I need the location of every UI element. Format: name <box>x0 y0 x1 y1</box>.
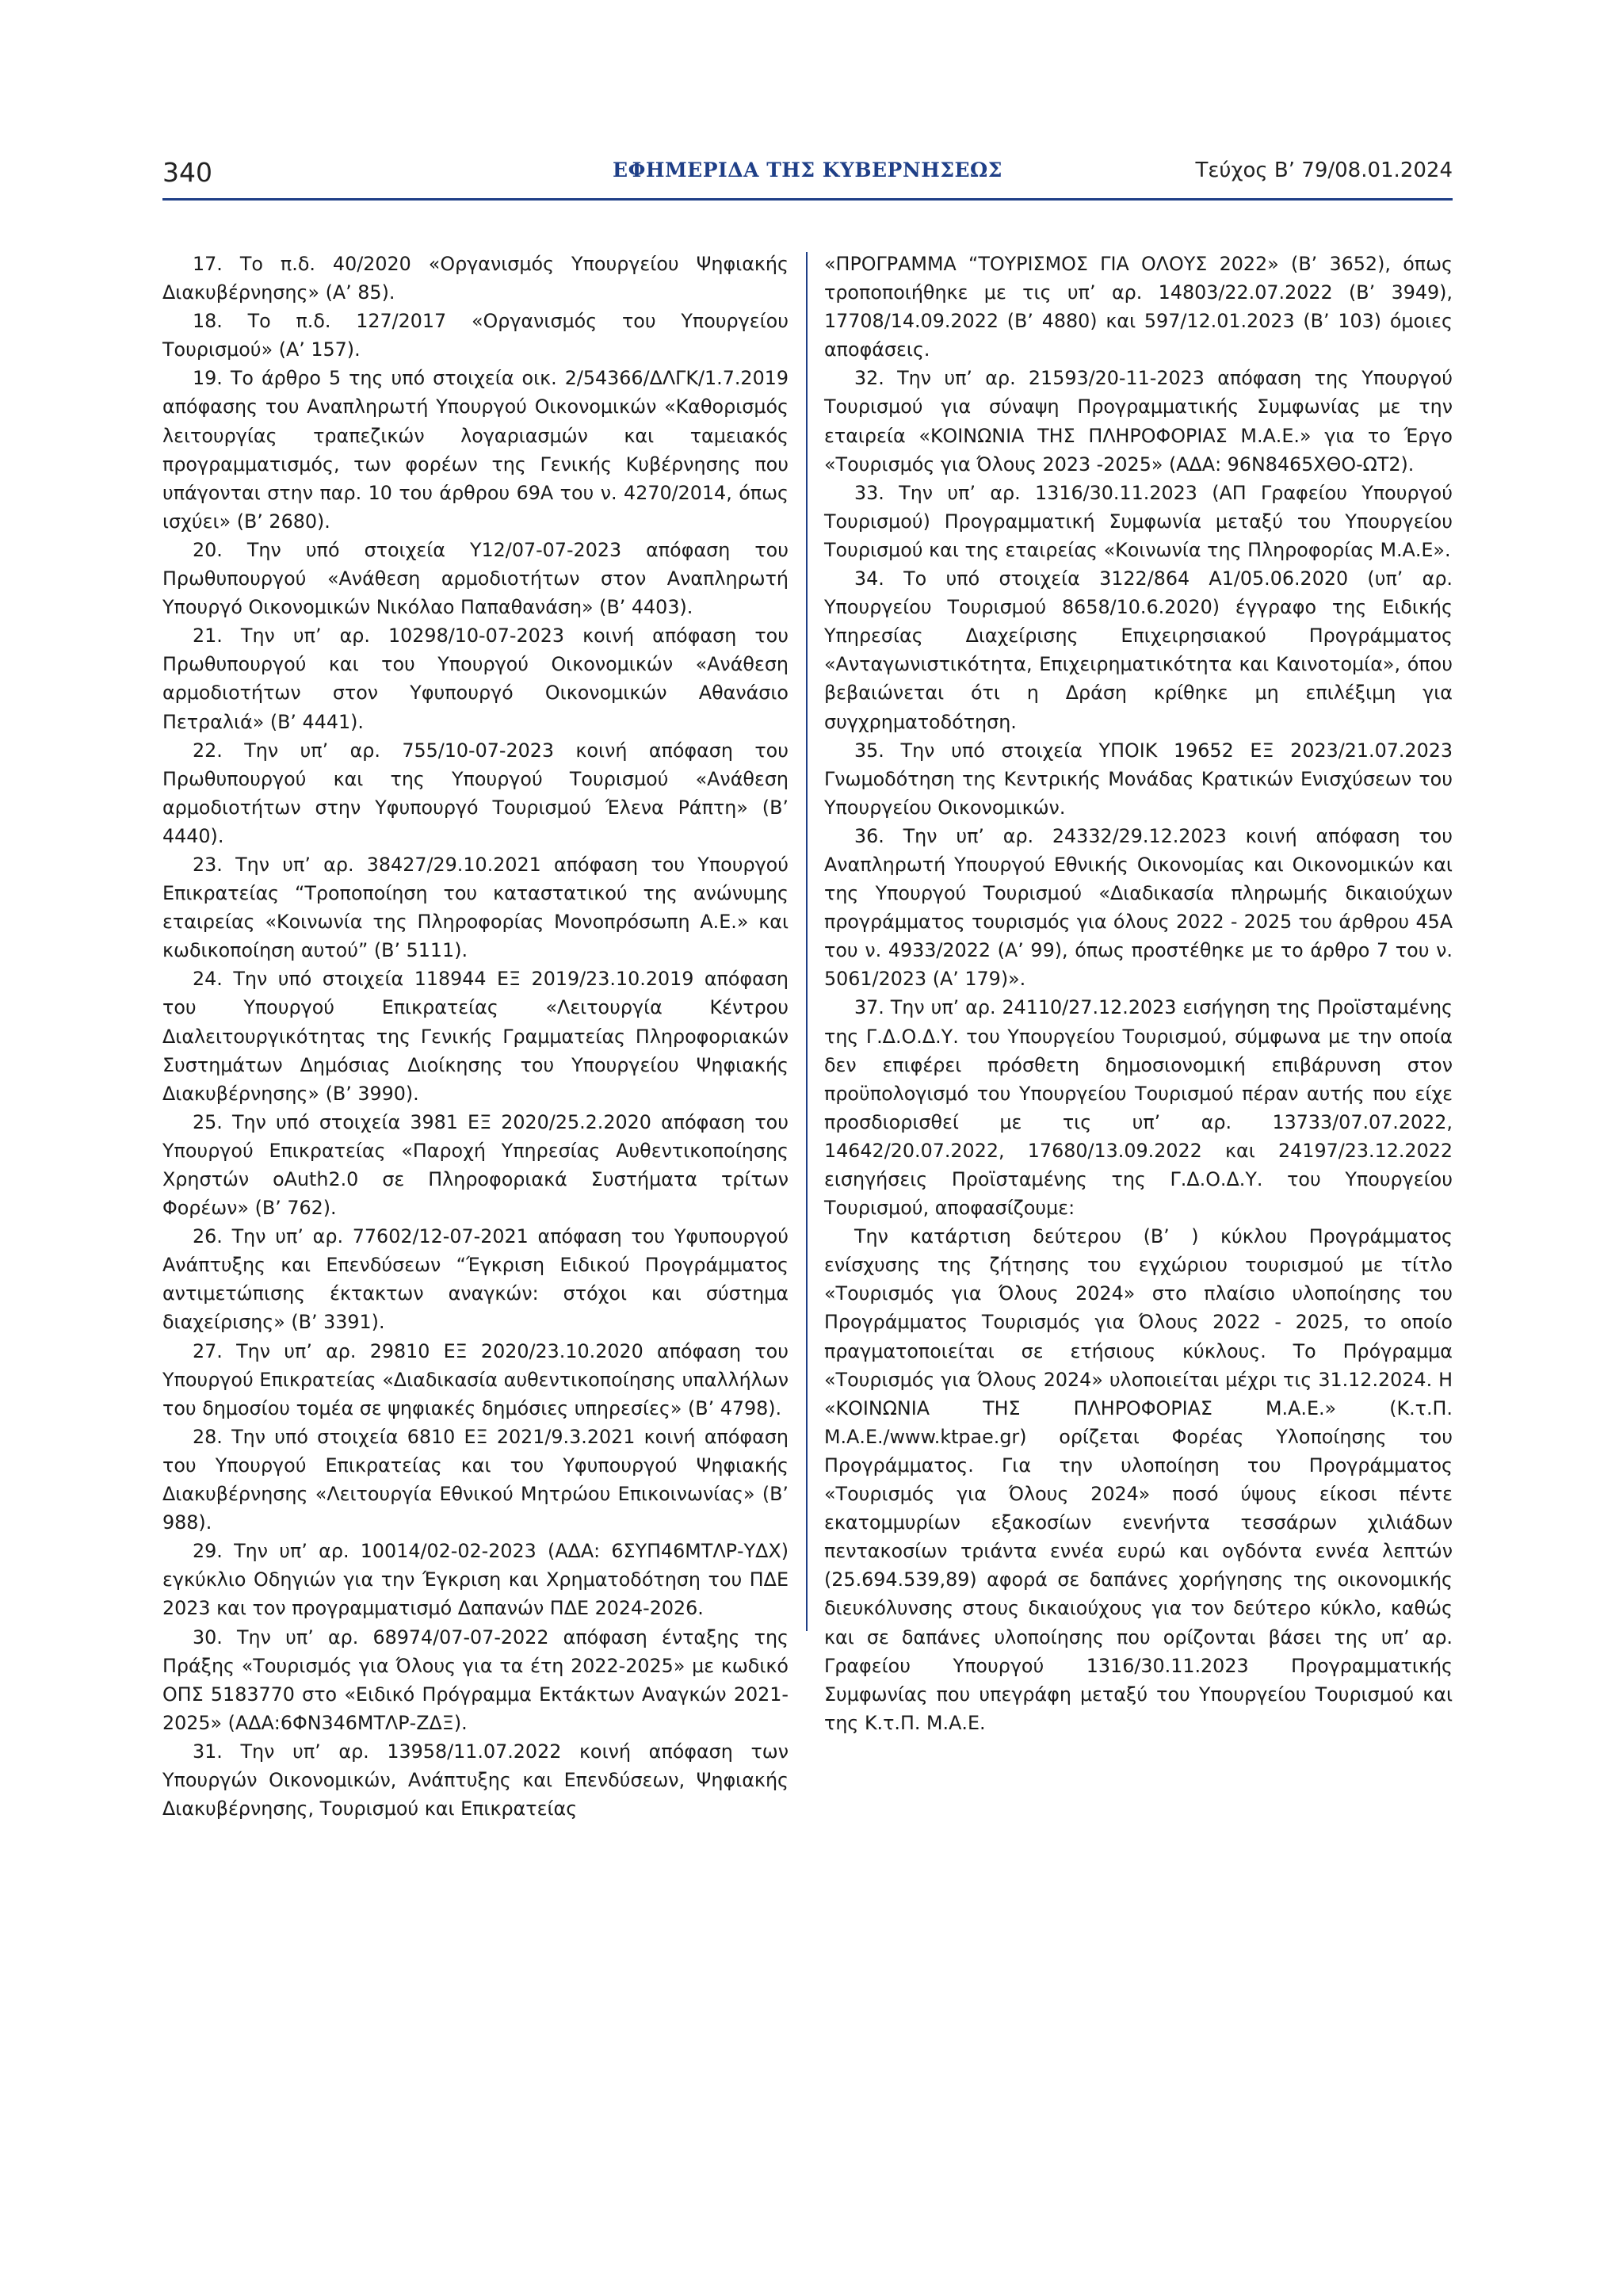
paragraph-17: 17. Το π.δ. 40/2020 «Οργανισμός Υπουργείου Ψηφιακής Διακυβέρνησης» (Α’ 85). <box>162 253 789 304</box>
paragraph-31-continued: «ΠΡΟΓΡΑΜΜΑ “ΤΟΥΡΙΣΜΟΣ ΓΙΑ ΟΛΟΥΣ 2022» (Β’ 3652), όπως τροποποιήθηκε με τις υπ’ αρ. 14803/22.07.2022 (Β’ 3949), 17708/14.09.2022 (Β’ 4880) και 597/12.01.2023 (Β’ 103) όμοιες αποφάσεις. <box>824 253 1453 361</box>
header-rule <box>162 198 1453 201</box>
paragraph-18: 18. Το π.δ. 127/2017 «Οργανισμός του Υπουργείου Τουρισμού» (Α’ 157). <box>162 310 789 361</box>
paragraph-37: 37. Την υπ’ αρ. 24110/27.12.2023 εισήγηση της Προϊσταμένης της Γ.Δ.Ο.Δ.Υ. του Υπουργείου Τουρισμού, σύμφωνα με την οποία δεν επιφέρει πρόσθετη δημοσιονομική επιβάρυνση στον προϋπολογισμό του Υπουργείου Τουρισμού πέραν αυτής που είχε προσδιορισθεί με τις υπ’ αρ. 13733/07.07.2022, 14642/20.07.2022, 17680/13.09.2022 και 24197/23.12.2022 εισηγήσεις Προϊσταμένης της Γ.Δ.Ο.Δ.Υ. του Υπουργείου Τουρισμού, αποφασίζουμε: <box>824 996 1453 1220</box>
page-number: 340 <box>162 157 212 188</box>
paragraph-26: 26. Την υπ’ αρ. 77602/12-07-2021 απόφαση του Υφυπουργού Ανάπτυξης και Επενδύσεων “Έγκριση Ειδικού Προγράμματος αντιμετώπισης έκτακτων αναγκών: στόχοι και σύστημα διαχείρισης» (Β’ 3391). <box>162 1225 789 1334</box>
paragraph-28: 28. Την υπό στοιχεία 6810 ΕΞ 2021/9.3.2021 κοινή απόφαση του Υπουργού Επικρατείας και του Υφυπουργού Ψηφιακής Διακυβέρνησης «Λειτουργία Εθνικού Μητρώου Επικοινωνίας» (Β’ 988). <box>162 1425 789 1534</box>
paragraph-29: 29. Την υπ’ αρ. 10014/02-02-2023 (ΑΔΑ: 6ΣΥΠ46ΜΤΛΡ-ΥΔΧ) εγκύκλιο Οδηγιών για την Έγκριση και Χρηματοδότηση του ΠΔΕ 2023 και τον προγραμματισμό Δαπανών ΠΔΕ 2024-2026. <box>162 1540 789 1620</box>
paragraph-21: 21. Την υπ’ αρ. 10298/10-07-2023 κοινή απόφαση του Πρωθυπουργού και του Υπουργού Οικονομικών «Ανάθεση αρμοδιοτήτων στον Υφυπουργό Οικονομικών Αθανάσιο Πετραλιά» (Β’ 4441). <box>162 625 789 733</box>
paragraph-23: 23. Την υπ’ αρ. 38427/29.10.2021 απόφαση του Υπουργού Επικρατείας “Τροποποίηση του καταστατικού της ανώνυμης εταιρείας «Κοινωνία της Πληροφορίας Μονοπρόσωπη Α.Ε.» και κωδικοποίηση αυτού” (Β’ 5111). <box>162 853 789 962</box>
paragraph-35: 35. Την υπό στοιχεία ΥΠΟΙΚ 19652 ΕΞ 2023/21.07.2023 Γνωμοδότηση της Κεντρικής Μονάδας Κρατικών Ενισχύσεων του Υπουργείου Οικονομικών. <box>824 739 1453 819</box>
issue-reference: Τεύχος B’ 79/08.01.2024 <box>1195 159 1453 182</box>
paragraph-30: 30. Την υπ’ αρ. 68974/07-07-2022 απόφαση ένταξης της Πράξης «Τουρισμός για Όλους για τα έτη 2022-2025» με κωδικό ΟΠΣ 5183770 στο «Ειδικό Πρόγραμμα Εκτάκτων Αναγκών 2021-2025» (ΑΔΑ:6ΦΝ346ΜΤΛΡ-ΖΔΞ). <box>162 1626 789 1734</box>
right-column <box>824 250 1453 1737</box>
paragraph-19: 19. Το άρθρο 5 της υπό στοιχεία οικ. 2/54366/ΔΛΓΚ/1.7.2019 απόφασης του Αναπληρωτή Υπουργού Οικονομικών «Καθορισμός λειτουργίας τραπεζικών λογαριασμών και ταμειακός προγραμματισμός, των φορέων της Γενικής Κυβέρνησης που υπάγονται στην παρ. 10 του άρθρου 69Α του ν. 4270/2014, όπως ισχύει» (Β’ 2680). <box>162 367 789 533</box>
paragraph-32: 32. Την υπ’ αρ. 21593/20-11-2023 απόφαση της Υπουργού Τουρισμού για σύναψη Προγραμματικής Συμφωνίας με την εταιρεία «ΚΟΙΝΩΝΙΑ ΤΗΣ ΠΛΗΡΟΦΟΡΙΑΣ Μ.Α.Ε.» για το Έργο «Τουρισμός για Όλους 2023 -2025» (ΑΔΑ: 96Ν8465ΧΘΟ-ΩΤ2). <box>824 367 1453 476</box>
paragraph-25: 25. Την υπό στοιχεία 3981 ΕΞ 2020/25.2.2020 απόφαση του Υπουργού Επικρατείας «Παροχή Υπηρεσίας Αυθεντικοποίησης Χρηστών oAuth2.0 σε Πληροφοριακά Συστήματα τρίτων Φορέων» (Β’ 762). <box>162 1110 789 1220</box>
paragraph-22: 22. Την υπ’ αρ. 755/10-07-2023 κοινή απόφαση του Πρωθυπουργού και της Υπουργού Τουρισμού «Ανάθεση αρμοδιοτήτων στην Υφυπουργό Τουρισμού Έλενα Ράπτη» (Β’ 4440). <box>162 739 789 847</box>
gazette-title: ΕΦΗΜΕΡΙΔΑ ΤΗΣ ΚΥΒΕΡΝΗΣΕΩΣ <box>613 159 1002 181</box>
paragraph-34: 34. Το υπό στοιχεία 3122/864 Α1/05.06.2020 (υπ’ αρ. Υπουργείου Τουρισμού 8658/10.6.2020) έγγραφο της Ειδικής Υπηρεσίας Διαχείρισης Επιχειρησιακού Προγράμματος «Ανταγωνιστικότητα, Επιχειρηματικότητα και Καινοτομία», όπου βεβαιώνεται ότι η Δράση κρίθηκε μη επιλέξιμη για συγχρηματοδότηση. <box>824 567 1453 733</box>
left-column <box>162 250 789 1823</box>
column-divider <box>806 252 808 1631</box>
page-header <box>162 157 1453 197</box>
paragraph-36: 36. Την υπ’ αρ. 24332/29.12.2023 κοινή απόφαση του Αναπληρωτή Υπουργού Εθνικής Οικονομίας και Οικονομικών και της Υπουργού Τουρισμού «Διαδικασία πληρωμής δικαιούχων προγράμματος τουρισμός για όλους 2022 - 2025 του άρθρου 45Α του ν. 4933/2022 (Α’ 99), όπως προστέθηκε με το άρθρο 7 του ν. 5061/2023 (Α’ 179)». <box>824 824 1453 991</box>
paragraph-20: 20. Την υπό στοιχεία Υ12/07-07-2023 απόφαση του Πρωθυπουργού «Ανάθεση αρμοδιοτήτων στον Αναπληρωτή Υπουργό Οικονομικών Νικόλαο Παπαθανάση» (Β’ 4403). <box>162 538 789 619</box>
paragraph-27: 27. Την υπ’ αρ. 29810 ΕΞ 2020/23.10.2020 απόφαση του Υπουργού Επικρατείας «Διαδικασία αυθεντικοποίησης υπαλλήλων του δημοσίου τομέα σε ψηφιακές δημόσιες υπηρεσίες» (Β’ 4798). <box>162 1339 789 1419</box>
paragraph-33: 33. Την υπ’ αρ. 1316/30.11.2023 (ΑΠ Γραφείου Υπουργού Τουρισμού) Προγραμματική Συμφωνία μεταξύ του Υπουργείου Τουρισμού και της εταιρείας «Κοινωνία της Πληροφορίας Μ.Α.Ε». <box>824 481 1453 561</box>
decision-paragraph: Την κατάρτιση δεύτερου (Β’ ) κύκλου Προγράμματος ενίσχυσης της ζήτησης του εγχώριου τουρισμού με τίτλο «Τουρισμός για Όλους 2024» στο πλαίσιο υλοποίησης του Προγράμματος Τουρισμός για Όλους 2022 - 2025, το οποίο πραγματοποιείται σε ετήσιους κύκλους. Το Πρόγραμμα «Τουρισμός για Όλους 2024» υλοποιείται μέχρι τις 31.12.2024. Η «ΚΟΙΝΩΝΙΑ ΤΗΣ ΠΛΗΡΟΦΟΡΙΑΣ Μ.Α.Ε.» (Κ.τ.Π. Μ.Α.Ε./www.ktpae.gr) ορίζεται Φορέας Υλοποίησης του Προγράμματος. Για την υλοποίηση του Προγράμματος «Τουρισμός για Όλους 2024» ποσό ύψους είκοσι πέντε εκατομμυρίων εξακοσίων ενενήντα τεσσάρων χιλιάδων πεντακοσίων τριάντα εννέα ευρώ και ογδόντα εννέα λεπτών (25.694.539,89) αφορά σε δαπάνες χορήγησης της οικονομικής διευκόλυνσης στους δικαιούχους για τον δεύτερο κύκλο, καθώς και σε δαπάνες υλοποίησης που ορίζονται βάσει της υπ’ αρ. Γραφείου Υπουργού 1316/30.11.2023 Προγραμματικής Συμφωνίας που υπεγράφη μεταξύ του Υπουργείου Τουρισμού και της Κ.τ.Π. Μ.Α.Ε. <box>824 1225 1453 1734</box>
paragraph-24: 24. Την υπό στοιχεία 118944 ΕΞ 2019/23.10.2019 απόφαση του Υπουργού Επικρατείας «Λειτουργία Κέντρου Διαλειτουργικότητας της Γενικής Γραμματείας Πληροφοριακών Συστημάτων Δημόσιας Διοίκησης του Υπουργείου Ψηφιακής Διακυβέρνησης» (Β’ 3990). <box>162 968 789 1105</box>
paragraph-31: 31. Την υπ’ αρ. 13958/11.07.2022 κοινή απόφαση των Υπουργών Οικονομικών, Ανάπτυξης και Επενδύσεων, Ψηφιακής Διακυβέρνησης, Τουρισμού και Επικρατείας <box>162 1740 789 1820</box>
